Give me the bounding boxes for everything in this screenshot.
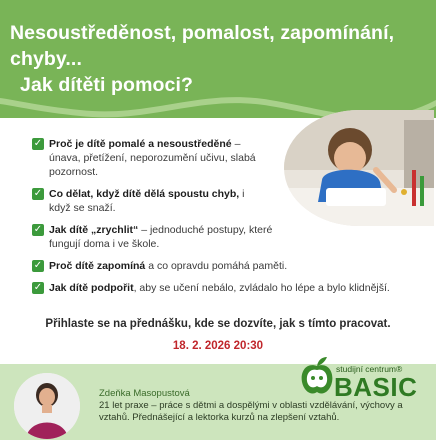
avatar: [14, 373, 80, 439]
title-line-1: Nesoustředěnost, pomalost, zapomínání, chyby...: [10, 22, 395, 70]
check-icon: ✓: [33, 260, 43, 271]
check-icon: ✓: [33, 282, 43, 293]
list-item: ✓ Proč je dítě pomalé a nesoustředěné – únava, přetížení, neporozumění učivu, slabá pozornost.: [33, 138, 256, 178]
list-item: ✓ Co dělat, když dítě dělá spoustu chyb, i když se snaží.: [33, 188, 245, 214]
check-icon: ✓: [33, 138, 43, 149]
check-icon: ✓: [33, 188, 43, 199]
logo-title: BASIC: [334, 372, 418, 402]
check-icon: ✓: [33, 224, 43, 235]
title-line-2: Jak dítěti pomoci?: [20, 74, 193, 96]
page-title: [10, 20, 436, 98]
apple-logo-icon: [300, 356, 334, 396]
lecturer-name: Zdeňka Masopustová: [99, 388, 190, 399]
list-item: ✓ Jak dítě „zrychlit“ – jednoduché postupy, které fungují doma i ve škole.: [33, 224, 273, 250]
topics-list: [32, 137, 432, 303]
call-to-action: Přihlaste se na přednášku, kde se dozvíte, jak s tímto pracovat.: [45, 318, 391, 330]
lecturer-bio: 21 let praxe – práce s dětmi a dospělými v oblasti vzdělávání, výchovy a vztahů. Přednášející a lektorka kurzů na zlepšení vztahů.: [99, 400, 403, 423]
basic-logo: [300, 352, 428, 402]
logo-subtitle: studijní centrum®: [336, 364, 403, 374]
event-date: 18. 2. 2026 20:30: [172, 340, 264, 352]
list-item: ✓ Proč dítě zapomíná a co opravdu pomáhá paměti.: [33, 260, 288, 272]
list-item: ✓ Jak dítě podpořit, aby se učení nebálo, zvládalo ho lépe a bylo klidnější.: [33, 282, 390, 294]
